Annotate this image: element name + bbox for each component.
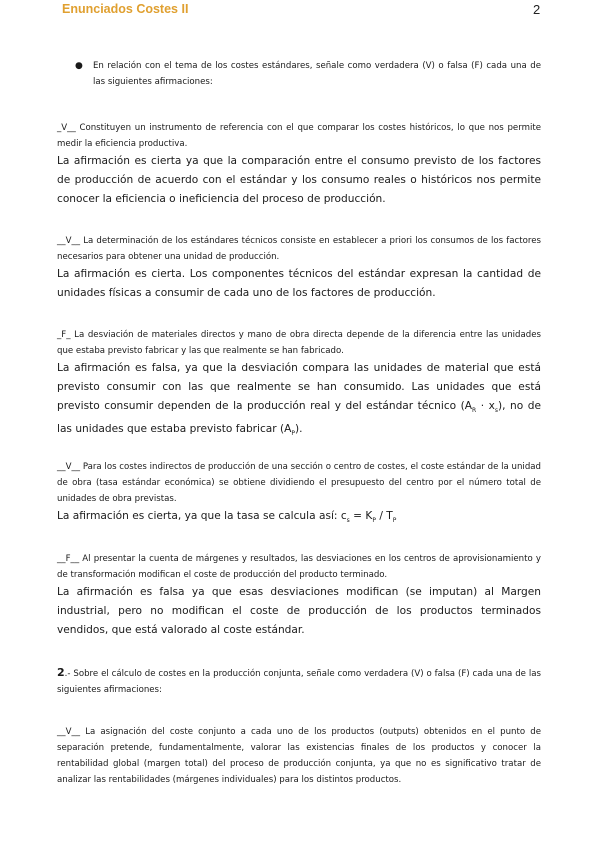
item-3 [57,327,541,443]
item-3-answer: La afirmación es falsa, ya que la desviación compara las unidades de material que está previsto consumir con las que realmente se han consumido. Las unidades que está previsto consumir dependen de la producción real y del estándar técnico $(A_R \cdot x_s)$, no de las unidades que estaba previsto fabricar $(A_P)$. [57,362,541,438]
bullet-icon: ● [75,61,83,71]
item-2 [57,233,541,303]
intro-bullet [75,58,541,90]
item-4 [57,459,541,530]
item-5-answer: La afirmación es falsa ya que esas desviaciones modifican (se imputan) al Margen industrial, pero no modifican el coste de producción de los productos terminados vendidos, que está valorado al coste estándar. [57,586,541,636]
item-5 [57,551,541,640]
item-4-answer: La afirmación es cierta, ya que la tasa se calcula así: $c_s = K_P / T_P$ [57,510,397,525]
intro-text: En relación con el tema de los costes estándares, señale como verdadera (V) o falsa (F) cada una de las siguientes afirmaciones: [93,61,541,87]
section-2-intro [57,665,541,698]
header-title: Enunciados Costes II [62,2,189,16]
section-2-statement: __V__ La asignación del coste conjunto a cada uno de los productos (outputs) obtenidos en el punto de separación pretende, fundamentalmente, valorar las existencias finales de los productos y conocer la rentabilidad global (margen total) del proceso de producción conjunta, ya que no es significativo tratar de analizar las rentabilidades (márgenes individuales) para los distintos productos. [57,727,541,785]
section-2-item-1 [57,724,541,788]
section-2-intro-text: .- Sobre el cálculo de costes en la producción conjunta, señale como verdadera (V) o falsa (F) cada una de las siguientes afirmaciones: [57,669,541,695]
item-1 [57,120,541,209]
page-number: 2 [533,2,541,17]
item-3-statement: _F_ La desviación de materiales directos y mano de obra directa depende de la diferencia entre las unidades que estaba previsto fabricar y las que realmente se han fabricado. [57,330,541,356]
item-5-statement: __F__ Al presentar la cuenta de márgenes y resultados, las desviaciones en los centros de aprovisionamiento y de transformación modifican el coste de producción del producto terminado. [57,554,541,580]
item-2-statement: __V__ La determinación de los estándares técnicos consiste en establecer a priori los consumos de los factores necesarios para obtener una unidad de producción. [57,236,541,262]
section-2-number: 2 [57,666,65,679]
item-1-answer: La afirmación es cierta ya que la comparación entre el consumo previsto de los factores de producción de acuerdo con el estándar y los consumo reales o históricos nos permite conocer la eficiencia o ineficiencia del proceso de producción. [57,155,541,205]
item-2-answer: La afirmación es cierta. Los componentes técnicos del estándar expresan la cantidad de unidades físicas a consumir de cada uno de los factores de producción. [57,268,541,299]
item-1-statement: _V__ Constituyen un instrumento de referencia con el que comparar los costes históricos, lo que nos permite medir la eficiencia productiva. [57,123,541,149]
item-4-statement: __V__ Para los costes indirectos de producción de una sección o centro de costes, el coste estándar de la unidad de obra (tasa estándar económica) se obtiene dividiendo el presupuesto del centro por el número total de unidades de obra previstas. [57,462,541,504]
